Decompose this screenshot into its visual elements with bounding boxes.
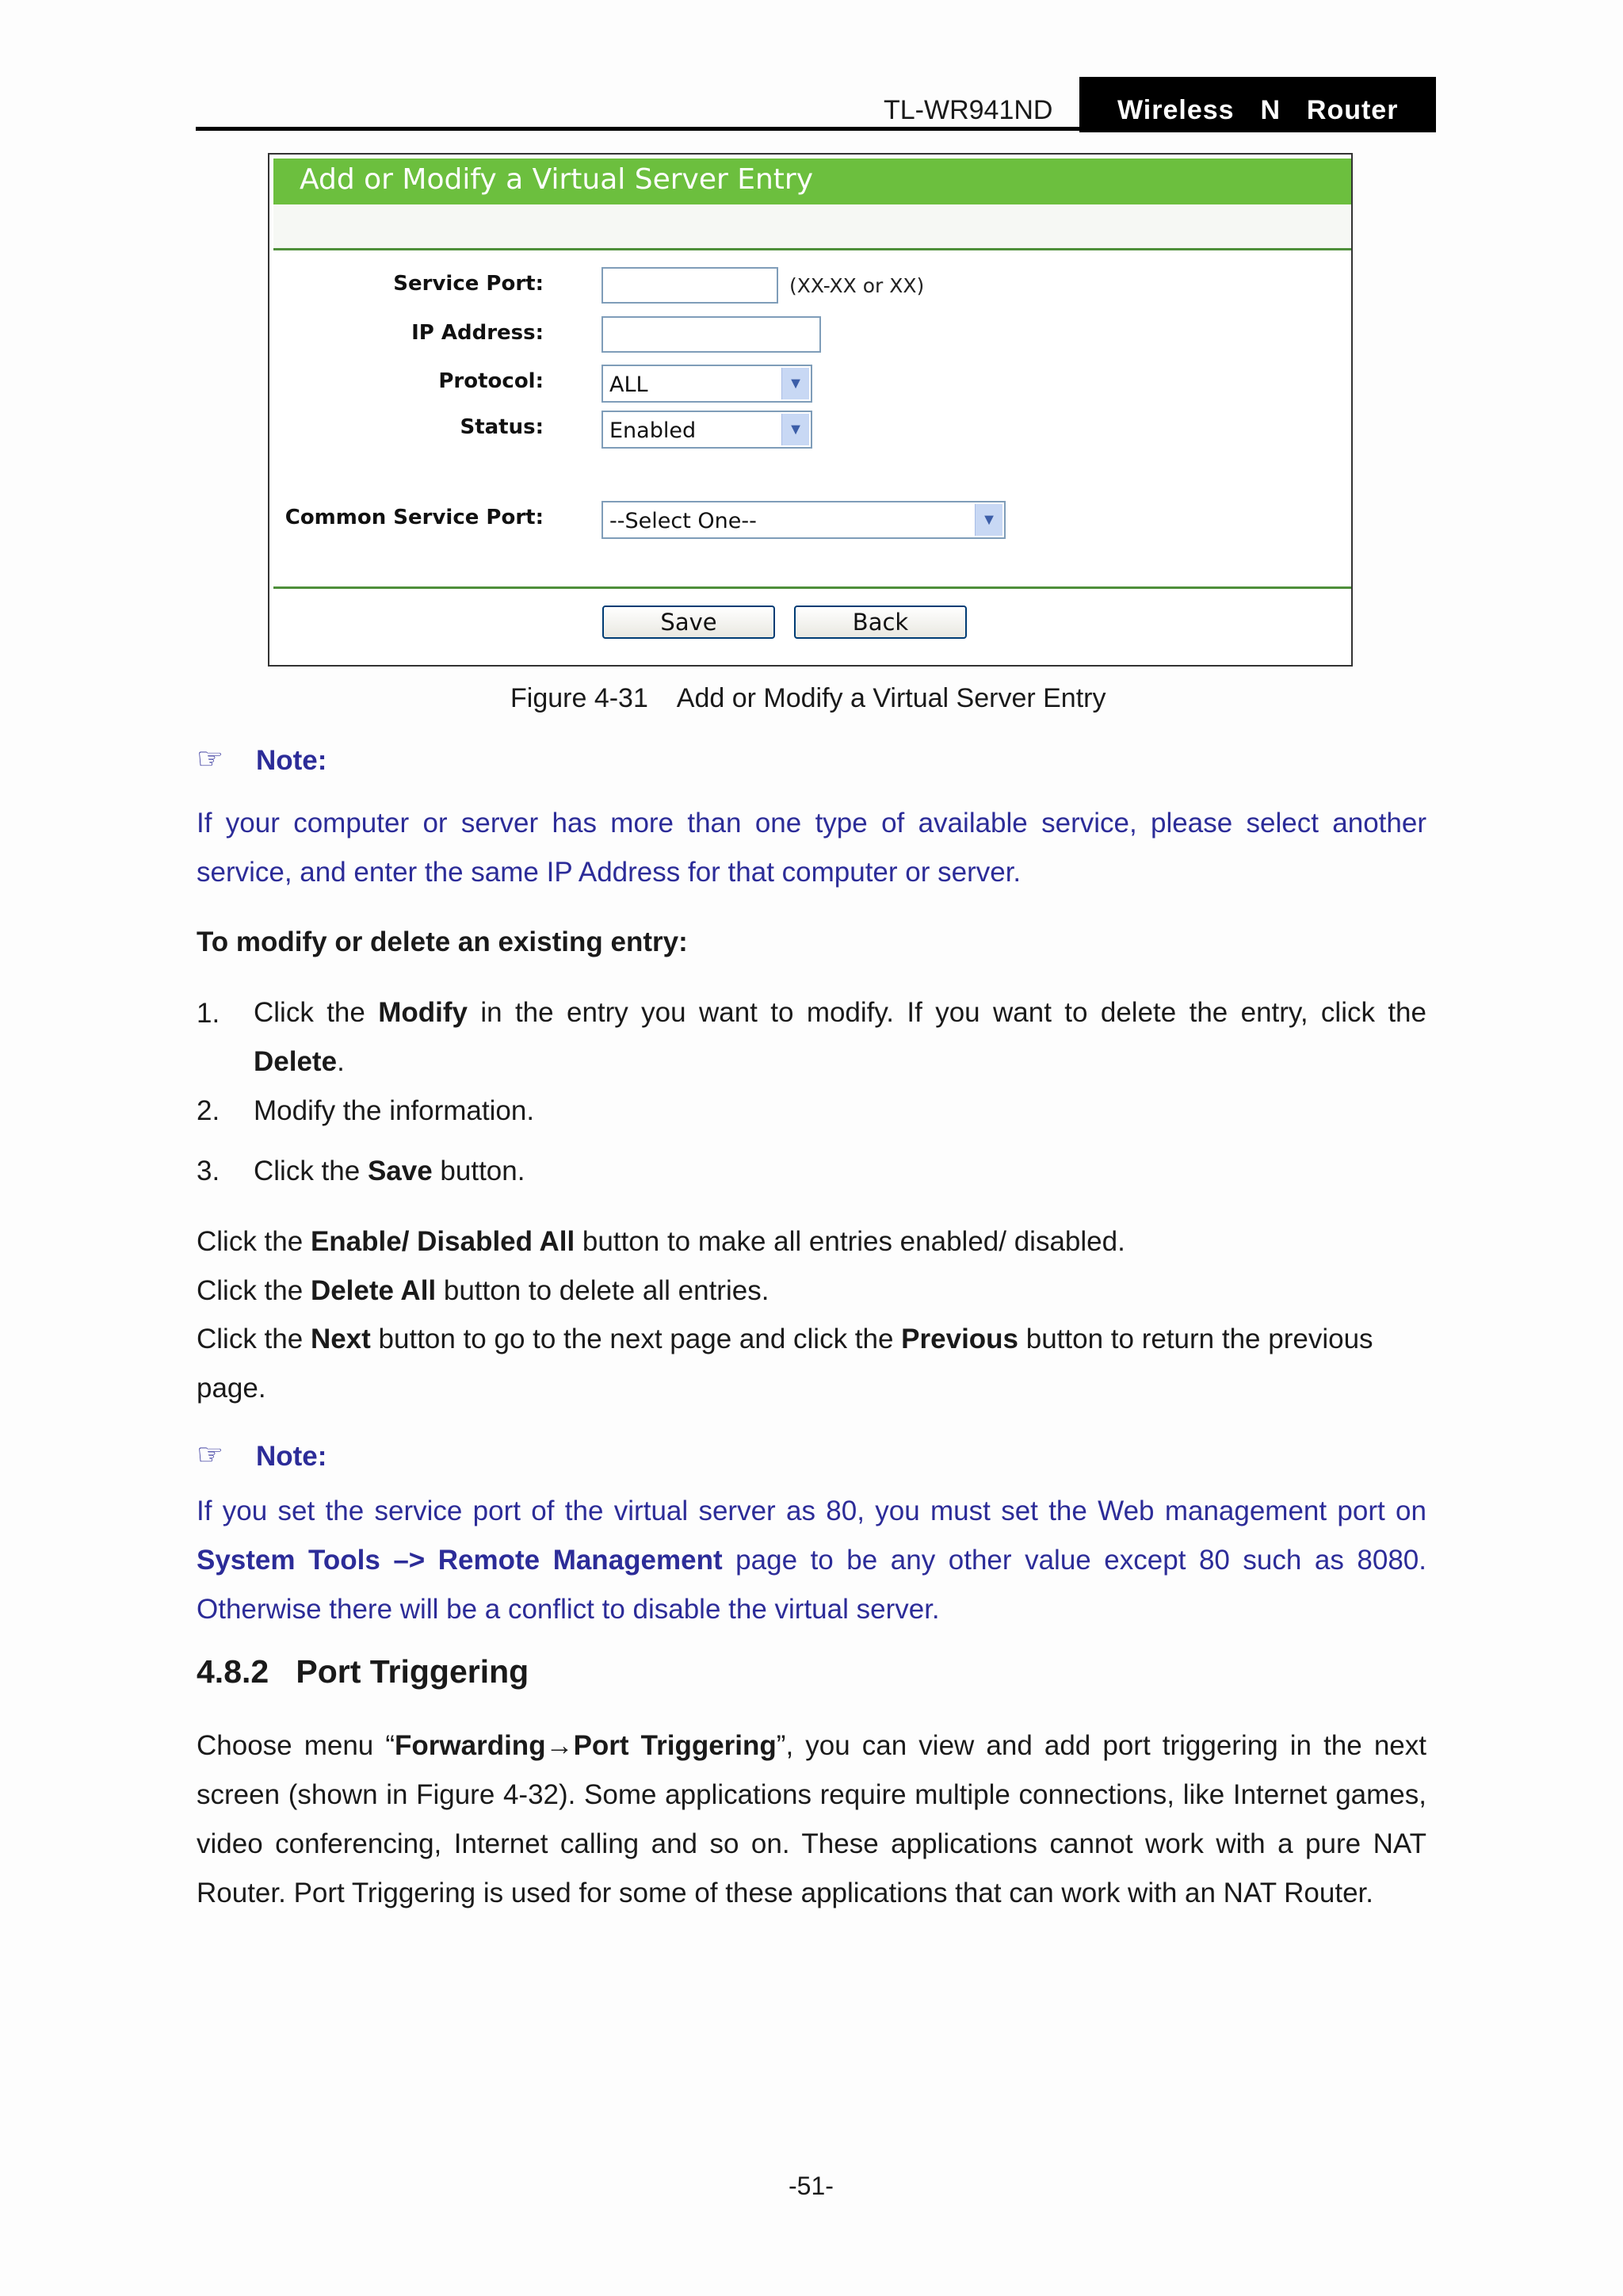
next-previous-text xyxy=(197,1315,1426,1413)
header-model: TL-WR941ND xyxy=(884,95,1053,125)
port-triggering-text xyxy=(197,1721,1426,1918)
step-1-text xyxy=(254,988,1426,1087)
bold-text: System Tools –> Remote Management xyxy=(197,1545,723,1576)
text-run: button to make all entries enabled/ disabled. xyxy=(575,1226,1125,1257)
form-title: Add or Modify a Virtual Server Entry xyxy=(300,163,813,196)
back-button[interactable]: Back xyxy=(794,606,967,639)
text-run: Click the xyxy=(254,997,379,1028)
chevron-down-icon[interactable]: ▼ xyxy=(781,414,809,445)
section-heading: 4.8.2 Port Triggering xyxy=(197,1653,529,1690)
text-run: Click the xyxy=(254,1156,368,1186)
text-run: button to delete all entries. xyxy=(436,1275,769,1306)
arrow-icon: → xyxy=(545,1730,574,1761)
text-run: page to be any other value except 80 such as 8080. Otherwise there will be a conflict to disable the virtual server. xyxy=(197,1545,1426,1625)
text-run: . xyxy=(337,1046,345,1077)
save-button[interactable]: Save xyxy=(602,606,775,639)
chevron-down-icon[interactable]: ▼ xyxy=(975,504,1002,536)
note-label: Note: xyxy=(256,745,327,776)
form-subheader xyxy=(273,204,1351,249)
protocol-label: Protocol: xyxy=(438,369,544,393)
page-number: -51- xyxy=(789,2172,834,2200)
bold-text: Modify xyxy=(378,997,468,1028)
text-run: Click the xyxy=(197,1324,311,1354)
bold-text: Enable/ Disabled All xyxy=(310,1226,575,1257)
ip-address-label: IP Address: xyxy=(411,321,544,345)
status-select[interactable] xyxy=(601,411,812,449)
step-2-text: Modify the information. xyxy=(254,1095,535,1126)
bold-text: Save xyxy=(367,1156,433,1186)
header-product: Wireless N Router xyxy=(1117,95,1399,125)
text-run: button to return the previous page. xyxy=(197,1324,1373,1404)
text-run: button to go to the next page and click the xyxy=(370,1324,902,1354)
note-2-text xyxy=(197,1487,1426,1634)
service-port-label: Service Port: xyxy=(393,272,544,296)
status-label: Status: xyxy=(460,415,544,439)
protocol-value: ALL xyxy=(609,372,648,397)
form-bottom-divider xyxy=(273,586,1351,589)
pointing-hand-icon: ☞ xyxy=(197,1438,224,1472)
note-label: Note: xyxy=(256,1441,327,1472)
note-text: If your computer or server has more than one type of available service, please select another service, and enter the same IP Address for that computer or server. xyxy=(197,808,1426,888)
service-port-input[interactable] xyxy=(601,267,778,304)
text-run: Click the xyxy=(197,1275,311,1306)
common-service-port-value: --Select One-- xyxy=(609,509,757,533)
protocol-select[interactable] xyxy=(601,365,812,403)
bold-text: Delete xyxy=(254,1046,338,1077)
section-subheading: To modify or delete an existing entry: xyxy=(197,926,688,957)
form-top-divider xyxy=(273,248,1351,250)
step-number: 2. xyxy=(197,1095,220,1126)
step-3-text xyxy=(254,1156,525,1187)
bold-text: Next xyxy=(310,1324,371,1354)
text-run: Choose menu “ xyxy=(197,1730,395,1761)
text-run: Click the xyxy=(197,1226,311,1257)
bold-text: Port Triggering xyxy=(573,1730,777,1761)
text-run: button. xyxy=(432,1156,525,1186)
common-service-port-label: Common Service Port: xyxy=(285,506,544,529)
bold-text: Delete All xyxy=(310,1275,437,1306)
text-run: in the entry you want to modify. If you want to delete the entry, click the xyxy=(467,997,1426,1028)
enable-all-text xyxy=(197,1226,1125,1258)
text-run: If you set the service port of the virtual server as 80, you must set the Web management port on xyxy=(197,1496,1426,1526)
bold-text: Forwarding xyxy=(395,1730,546,1761)
bold-text: Previous xyxy=(901,1324,1019,1354)
pointing-hand-icon: ☞ xyxy=(197,743,224,776)
text-run: ”, you can view and add port triggering in the next screen (shown in Figure 4-32). Some applications require multiple connections, like Internet games, video conferencing, Internet calling and so on. These applications cannot work with a pure NAT Router. Port Triggering is used for some of these applications that can work with an NAT Router. xyxy=(197,1730,1426,1908)
service-port-hint: (XX-XX or XX) xyxy=(789,274,925,297)
step-number: 3. xyxy=(197,1156,220,1186)
delete-all-text xyxy=(197,1275,769,1307)
common-service-port-select[interactable] xyxy=(601,501,1006,539)
chevron-down-icon[interactable]: ▼ xyxy=(781,368,809,399)
header-rule xyxy=(196,127,1436,131)
status-value: Enabled xyxy=(609,418,697,443)
ip-address-input[interactable] xyxy=(601,316,821,353)
step-number: 1. xyxy=(197,998,220,1029)
figure-caption: Figure 4-31 Add or Modify a Virtual Server Entry xyxy=(510,683,1106,713)
